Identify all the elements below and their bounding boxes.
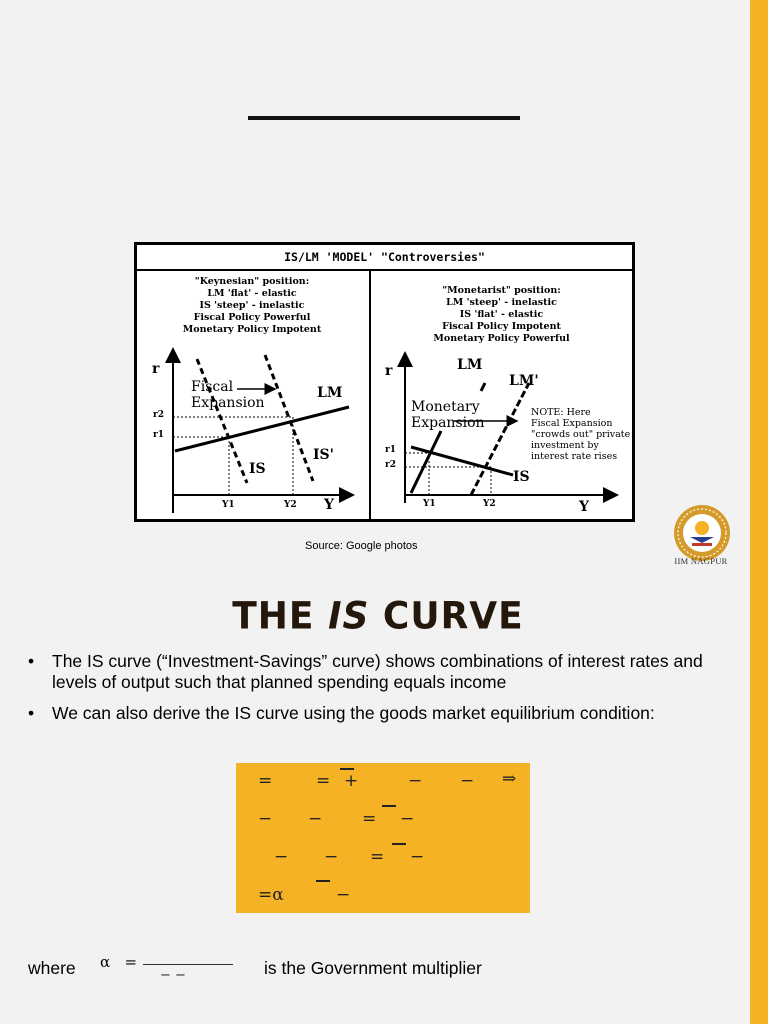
expansion-label: Expansion xyxy=(191,395,265,411)
accent-bar xyxy=(750,0,768,1024)
eq-symbol: − xyxy=(274,847,289,867)
title-underline xyxy=(248,116,520,120)
note-line: "Monetarist" position: xyxy=(442,285,561,296)
fiscal-label: Fiscal xyxy=(191,379,234,395)
is-label: IS xyxy=(249,461,266,477)
eq-symbol: − xyxy=(258,809,273,829)
overline xyxy=(382,805,396,807)
eq-symbol: = xyxy=(370,847,385,867)
lm-prime-label: LM' xyxy=(509,373,539,389)
note-line: interest rate rises xyxy=(531,451,618,462)
r2-label: r2 xyxy=(385,460,397,470)
is-label: IS xyxy=(513,469,530,485)
note-line: Fiscal Expansion xyxy=(531,418,613,429)
eq-symbol: = xyxy=(362,809,377,829)
overline xyxy=(340,768,354,770)
lm-curve xyxy=(175,407,349,451)
note-line: investment by xyxy=(531,440,599,451)
r1-label: r1 xyxy=(385,445,397,455)
note-line: IS 'flat' - elastic xyxy=(459,309,544,320)
r1-label: r1 xyxy=(153,430,165,440)
heading-prefix: THE xyxy=(232,594,329,639)
y1-label: Y1 xyxy=(222,500,235,510)
logo-caption: IIM NAGPUR xyxy=(674,556,728,566)
eq-symbol: − xyxy=(400,809,415,829)
note-line: Fiscal Policy Powerful xyxy=(193,312,311,323)
y2-label: Y2 xyxy=(483,499,496,509)
bullet-text: The IS curve (“Investment-Savings” curve) shows combinations of interest rates and levels of output such that planned spending equals income xyxy=(52,651,703,692)
expansion-label: Expansion xyxy=(411,415,485,431)
is-prime-label: IS' xyxy=(313,447,334,463)
y-axis-label: Y xyxy=(579,499,589,515)
implies-symbol: ⇒ xyxy=(502,769,517,789)
eq-symbol: − xyxy=(460,771,475,791)
eq-symbol: − xyxy=(410,847,425,867)
eq-symbol: + xyxy=(344,771,359,791)
bullet-text: We can also derive the IS curve using the goods market equilibrium condition: xyxy=(52,703,655,723)
eq-symbol: = xyxy=(316,771,331,791)
note-line: "crowds out" private xyxy=(531,429,631,440)
eq-symbol: − xyxy=(336,885,351,905)
alpha-definition xyxy=(100,953,137,971)
eq-symbol: − xyxy=(408,771,423,791)
alpha-term: =α xyxy=(258,885,284,905)
monetarist-panel xyxy=(371,271,632,519)
r2-label: r2 xyxy=(153,410,165,420)
bullet-dot: • xyxy=(28,651,35,671)
overline xyxy=(316,880,330,882)
note-line: Monetary Policy Impotent xyxy=(182,324,322,335)
note-line: LM 'flat' - elastic xyxy=(207,288,297,299)
image-source-caption: Source: Google photos xyxy=(305,540,418,552)
note-line: IS 'steep' - inelastic xyxy=(199,300,305,311)
heading-italic: IS xyxy=(328,594,370,639)
overline xyxy=(392,843,406,845)
y2-label: Y2 xyxy=(284,500,297,510)
r-axis-label: r xyxy=(152,361,160,377)
multiplier-description: is the Government multiplier xyxy=(264,958,482,978)
fraction-bar xyxy=(143,964,233,965)
lm-upper-mark xyxy=(481,383,485,391)
note-line: NOTE: Here xyxy=(531,407,591,418)
eq-symbol: − xyxy=(308,809,323,829)
bullet-dot: • xyxy=(28,703,35,723)
is-curve xyxy=(197,359,247,483)
note-line: Monetary Policy Powerful xyxy=(433,333,570,344)
monetary-label: Monetary xyxy=(411,399,480,415)
where-label: where xyxy=(28,958,76,978)
lm-label: LM xyxy=(317,385,343,401)
y-axis-label: Y xyxy=(324,497,334,513)
equation-box xyxy=(236,763,530,913)
heading-suffix: CURVE xyxy=(369,594,524,639)
note-line: "Keynesian" position: xyxy=(194,276,310,287)
alpha-symbol: α xyxy=(100,953,111,971)
section-heading xyxy=(0,595,756,638)
note-line: Fiscal Policy Impotent xyxy=(442,321,561,332)
keynesian-panel xyxy=(137,271,367,519)
lm-curve xyxy=(411,431,441,493)
eq-symbol: = xyxy=(258,771,273,791)
monetarist-graph xyxy=(371,271,632,519)
note-line: LM 'steep' - inelastic xyxy=(446,297,557,308)
bullet-list xyxy=(28,651,748,734)
fraction-denominator: − − xyxy=(160,968,186,983)
eq-symbol: − xyxy=(324,847,339,867)
crowding-out-note xyxy=(531,407,630,462)
bullet-item xyxy=(28,703,748,724)
islm-figure xyxy=(134,242,635,522)
bullet-item xyxy=(28,651,748,693)
lm-label: LM xyxy=(457,357,483,373)
figure-title: IS/LM 'MODEL' "Controversies" xyxy=(137,245,632,271)
equals-symbol: = xyxy=(124,953,138,971)
y1-label: Y1 xyxy=(423,499,436,509)
r-axis-label: r xyxy=(385,363,393,379)
